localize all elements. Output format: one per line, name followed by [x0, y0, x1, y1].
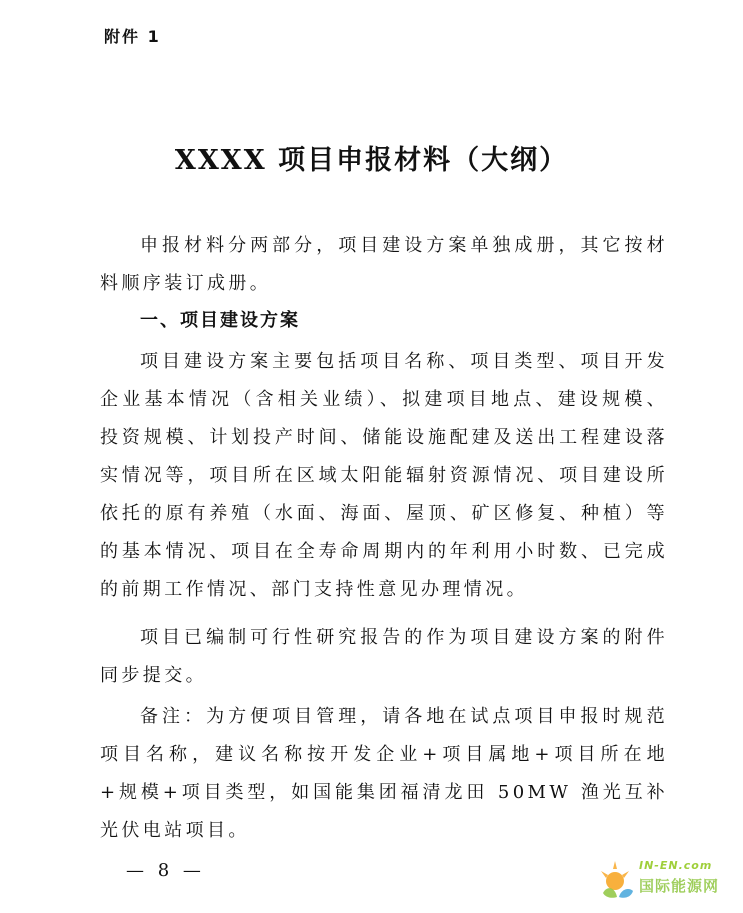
section-heading: 一、项目建设方案: [140, 310, 300, 331]
intro-paragraph: [100, 227, 668, 303]
intro-text: 申报材料分两部分，项目建设方案单独成册，其它按材料顺序装订成册。: [100, 235, 668, 294]
watermark-site: IN-EN.com: [639, 859, 713, 872]
page-title: XXXX 项目申报材料（大纲）: [174, 145, 569, 176]
page-number: — 8 —: [126, 860, 205, 881]
section-body-text: 项目建设方案主要包括项目名称、项目类型、项目开发企业基本情况（含相关业绩）、拟建项目地点、建设规模、投资规模、计划投产时间、储能设施配建及送出工程建设落实情况等，项目所在区域太阳能辐射资源情况、项目建设所依托的原有养殖（水面、海面、屋顶、矿区修复、种植）等的基本情况、项目在全寿命周期内的年利用小时数、已完成的前期工作情况、部门支持性意见办理情况。: [100, 351, 668, 600]
feasibility-paragraph: [100, 619, 668, 695]
watermark-name: 国际能源网: [639, 877, 720, 895]
watermark: [595, 857, 735, 903]
sun-leaf-logo-icon: [595, 857, 637, 903]
note-text: 备注：为方便项目管理，请各地在试点项目申报时规范项目名称，建议名称按开发企业+项目属地+项目所在地+规模+项目类型，如国能集团福清龙田 50MW 渔光互补光伏电站项目。: [100, 706, 668, 841]
attachment-label: 附件 1: [104, 27, 161, 46]
feasibility-text: 项目已编制可行性研究报告的作为项目建设方案的附件同步提交。: [100, 627, 668, 686]
section-body-paragraph: [100, 343, 668, 609]
note-paragraph: [100, 698, 668, 850]
